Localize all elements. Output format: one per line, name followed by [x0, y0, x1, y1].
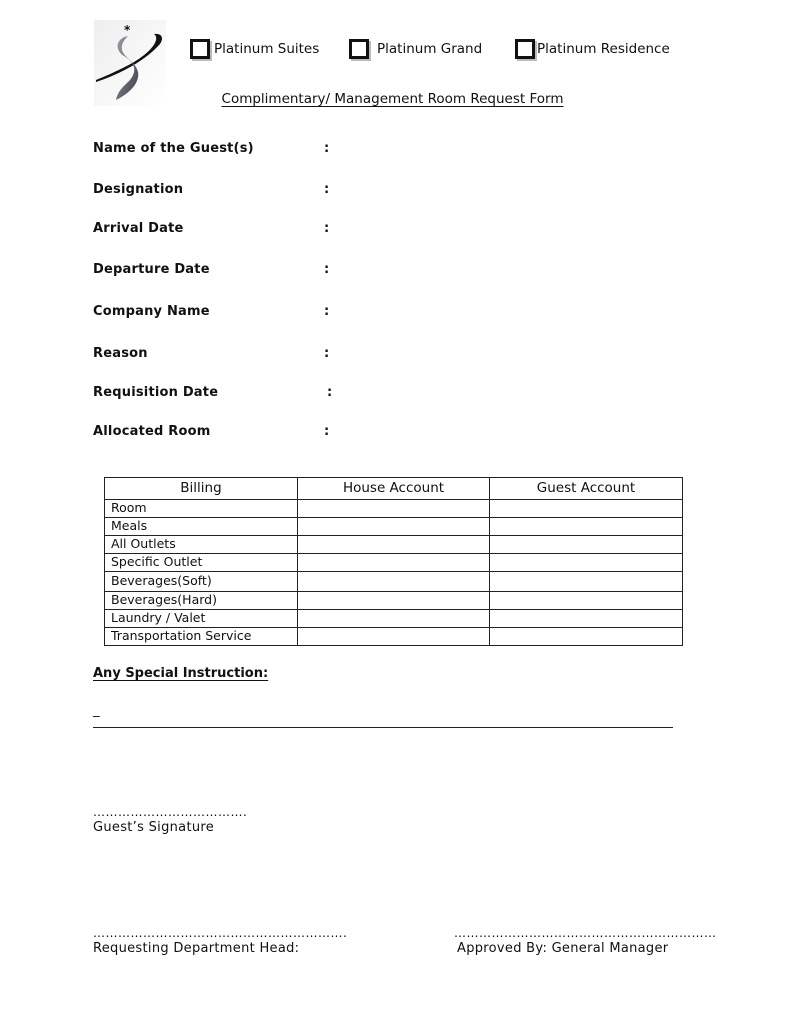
table-row [105, 554, 683, 572]
table-row [105, 536, 683, 554]
table-row [105, 500, 683, 518]
billing-category: Room [105, 500, 298, 518]
field-label-requisition-date: Requisition Date [93, 385, 219, 400]
billing-header-house-account: House Account [298, 478, 490, 500]
guest-account-cell[interactable] [490, 554, 683, 572]
house-account-cell[interactable] [298, 572, 490, 592]
billing-table [104, 477, 683, 646]
special-instruction-label: Any Special Instruction: [93, 666, 269, 681]
house-account-cell[interactable] [298, 518, 490, 536]
guest-account-cell[interactable] [490, 592, 683, 610]
house-account-cell[interactable] [298, 628, 490, 646]
table-row [105, 628, 683, 646]
checkbox-label: Platinum Suites [214, 41, 320, 57]
field-colon: : [327, 385, 333, 400]
checkbox-platinum-grand[interactable] [349, 39, 482, 59]
checkbox-square[interactable] [349, 39, 369, 59]
guest-signature-label: Guest’s Signature [93, 820, 215, 835]
billing-header-row [105, 478, 683, 500]
checkbox-square[interactable] [515, 39, 535, 59]
guest-account-cell[interactable] [490, 536, 683, 554]
guest-account-cell[interactable] [490, 572, 683, 592]
field-colon: : [324, 424, 330, 439]
field-colon: : [324, 182, 330, 197]
billing-category: Meals [105, 518, 298, 536]
field-label-guest-name: Name of the Guest(s) [93, 141, 254, 156]
house-account-cell[interactable] [298, 592, 490, 610]
field-label-departure-date: Departure Date [93, 262, 210, 277]
billing-category: Beverages(Hard) [105, 592, 298, 610]
field-label-allocated-room: Allocated Room [93, 424, 211, 439]
field-label-designation: Designation [93, 182, 184, 197]
billing-header-guest-account: Guest Account [490, 478, 683, 500]
special-instruction-line[interactable] [93, 727, 673, 728]
dept-head-signature-label: Requesting Department Head: [93, 941, 300, 956]
svg-text:*: * [124, 23, 131, 37]
checkbox-platinum-residence[interactable] [515, 39, 670, 59]
billing-header-billing: Billing [105, 478, 298, 500]
field-label-arrival-date: Arrival Date [93, 221, 184, 236]
billing-category: All Outlets [105, 536, 298, 554]
house-account-cell[interactable] [298, 610, 490, 628]
table-row [105, 610, 683, 628]
table-row [105, 592, 683, 610]
billing-category: Laundry / Valet [105, 610, 298, 628]
checkbox-platinum-suites[interactable] [190, 39, 319, 59]
guest-account-cell[interactable] [490, 518, 683, 536]
field-colon: : [324, 346, 330, 361]
house-account-cell[interactable] [298, 554, 490, 572]
field-label-reason: Reason [93, 346, 148, 361]
checkbox-square[interactable] [190, 39, 210, 59]
field-colon: : [324, 304, 330, 319]
guest-account-cell[interactable] [490, 628, 683, 646]
billing-category: Beverages(Soft) [105, 572, 298, 592]
house-account-cell[interactable] [298, 536, 490, 554]
field-colon: : [324, 221, 330, 236]
billing-category: Specific Outlet [105, 554, 298, 572]
checkbox-label: Platinum Residence [537, 41, 670, 57]
house-account-cell[interactable] [298, 500, 490, 518]
billing-category: Transportation Service [105, 628, 298, 646]
checkbox-label: Platinum Grand [377, 41, 483, 57]
gm-signature-label: Approved By: General Manager [457, 941, 669, 956]
guest-signature-line[interactable]: ………………………………. [93, 805, 248, 819]
field-label-company-name: Company Name [93, 304, 210, 319]
gm-signature-line[interactable]: ……………………………………………………… [454, 926, 717, 940]
field-colon: : [324, 141, 330, 156]
field-colon: : [324, 262, 330, 277]
form-title: Complimentary/ Management Room Request Form [221, 91, 564, 107]
guest-account-cell[interactable] [490, 610, 683, 628]
guest-account-cell[interactable] [490, 500, 683, 518]
table-row [105, 518, 683, 536]
dept-head-signature-line[interactable]: ……………………………………………………. [93, 926, 348, 940]
table-row [105, 572, 683, 592]
special-instruction-mark: _ [93, 703, 100, 718]
